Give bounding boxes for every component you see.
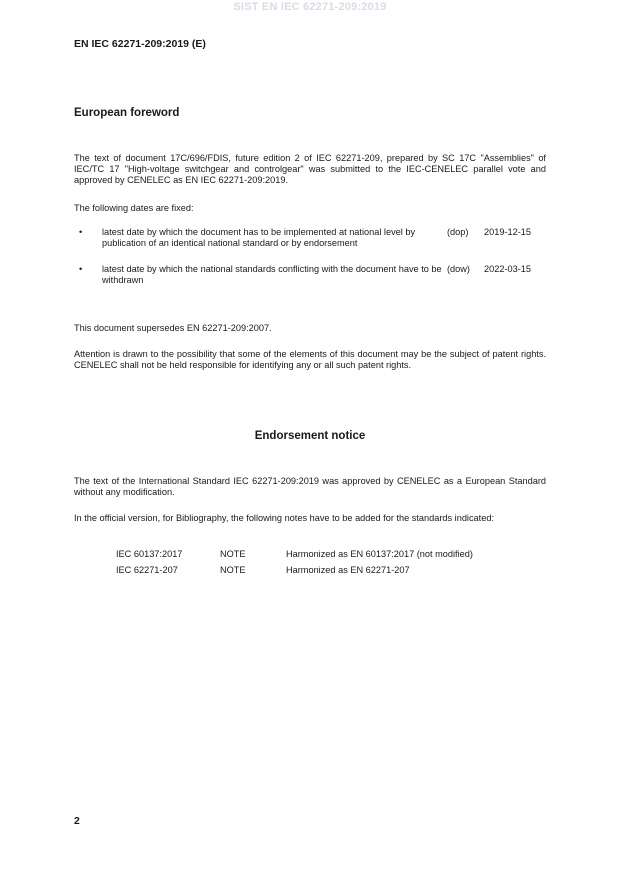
note-label: NOTE [220,549,246,559]
document-id-header: EN IEC 62271-209:2019 (E) [74,38,206,50]
watermark: SIST EN IEC 62271-209:2019 [233,1,387,13]
date-item-text: latest date by which the national standards conflicting with the document have to be withdrawn [102,264,442,285]
note-text: Harmonized as EN 60137:2017 (not modified) [286,549,473,559]
date-item-text: latest date by which the document has to be implemented at national level by publication of an identical national standard or by endorsement [102,227,416,248]
foreword-title: European foreword [74,107,180,119]
date-item-abbr: (dop) [447,227,469,237]
bibliography-intro: In the official version, for Bibliography, the following notes have to be added for the standards indicated: [74,513,494,523]
foreword-intro: The text of document 17C/696/FDIS, future edition 2 of IEC 62271-209, prepared by SC 17C "Assemblies" of IEC/TC 17 "High-voltage switchgear and controlgear" was submitted to the IEC-CENELEC parallel vote and approved by CENELEC as EN IEC 62271-209:2019. [74,153,546,185]
dates-intro: The following dates are fixed: [74,203,194,213]
supersedes-text: This document supersedes EN 62271-209:2007. [74,323,272,333]
endorsement-text: The text of the International Standard IEC 62271-209:2019 was approved by CENELEC as a European Standard without any modification. [74,476,546,497]
page-number: 2 [74,815,80,827]
note-text: Harmonized as EN 62271-207 [286,565,410,575]
note-standard: IEC 62271-207 [116,565,178,575]
endorsement-title: Endorsement notice [254,430,366,442]
bullet-icon: • [79,264,83,274]
bullet-icon: • [79,227,83,237]
date-item-date: 2019-12-15 [484,227,531,237]
date-item-abbr: (dow) [447,264,470,274]
note-label: NOTE [220,565,246,575]
note-standard: IEC 60137:2017 [116,549,183,559]
attention-text: Attention is drawn to the possibility that some of the elements of this document may be the subject of patent rights. CENELEC shall not be held responsible for identifying any or all such patent rights. [74,349,546,370]
date-item-date: 2022-03-15 [484,264,531,274]
